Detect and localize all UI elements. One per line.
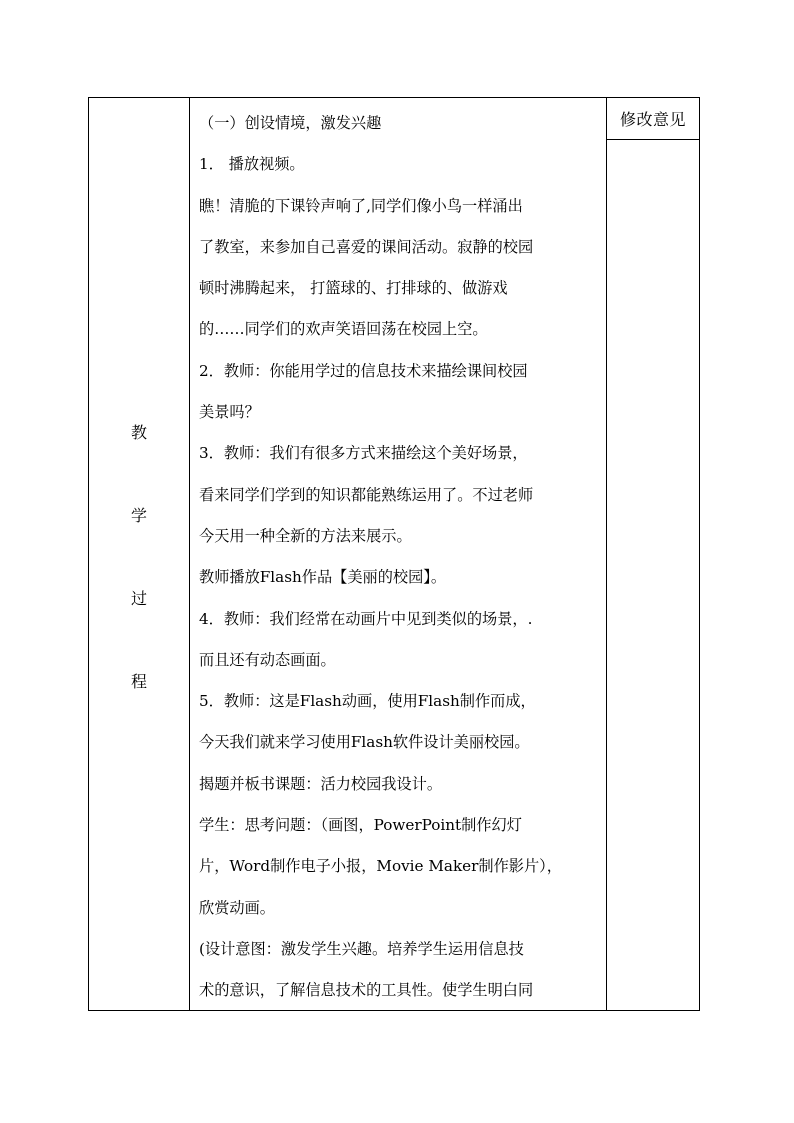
content-line: 美景吗？ <box>199 403 260 422</box>
content-line: 的……同学们的欢声笑语回荡在校园上空。 <box>199 320 488 339</box>
content-line: (设计意图：激发学生兴趣。培养学生运用信息技 <box>199 939 524 958</box>
content-line: 3．教师：我们有很多方式来描绘这个美好场景， <box>199 444 528 463</box>
lesson-plan-table <box>88 97 700 1011</box>
content-line: 1． 播放视频。 <box>199 155 305 174</box>
side-label-column <box>89 98 190 1010</box>
content-line: 术的意识，了解信息技术的工具性。使学生明白同 <box>199 981 534 1000</box>
content-column <box>190 98 607 1010</box>
content-line: 学生：思考问题：（画图，PowerPoint制作幻灯 <box>199 816 522 835</box>
content-line: 瞧！清脆的下课铃声响了,同学们像小鸟一样涌出 <box>199 196 523 215</box>
content-line: 今天我们就来学习使用Flash软件设计美丽校园。 <box>199 733 530 752</box>
content-line: 看来同学们学到的知识都能熟练运用了。不过老师 <box>199 485 534 504</box>
content-line: 而且还有动态画面。 <box>199 650 336 669</box>
content-line: 欣赏动画。 <box>199 898 275 917</box>
content-line: 教师播放Flash作品【美丽的校园】。 <box>199 568 447 587</box>
content-line: （一）创设情境，激发兴趣 <box>199 114 382 132</box>
side-label-char: 程 <box>130 672 147 691</box>
side-label-char: 学 <box>130 506 147 525</box>
content-line: 4．教师：我们经常在动画片中见到类似的场景，. <box>199 609 533 628</box>
revision-header: 修改意见 <box>607 98 699 140</box>
content-line: 今天用一种全新的方法来展示。 <box>199 526 412 545</box>
content-line: 2．教师：你能用学过的信息技术来描绘课间校园 <box>199 361 528 380</box>
content-line: 5．教师：这是Flash动画，使用Flash制作而成， <box>199 692 536 711</box>
content-line: 片，Word制作电子小报，Movie Maker制作影片）， <box>199 857 562 876</box>
content-line: 顿时沸腾起来， 打篮球的、打排球的、做游戏 <box>199 279 508 298</box>
side-label-char: 过 <box>130 589 147 608</box>
content-lines <box>199 103 604 1012</box>
content-line: 了教室，来参加自己喜爱的课间活动。寂静的校园 <box>199 237 534 256</box>
content-line: 揭题并板书课题：活力校园我设计。 <box>199 774 442 793</box>
side-label-char: 教 <box>130 423 147 442</box>
revision-column <box>607 98 699 1010</box>
